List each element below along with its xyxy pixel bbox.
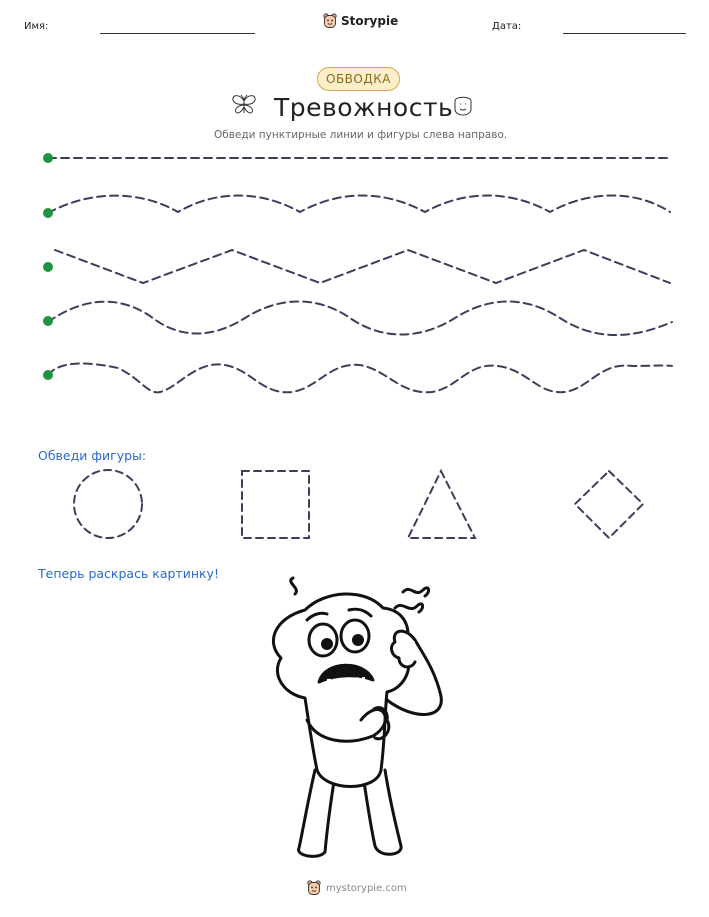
- start-dot-1: [43, 153, 53, 163]
- page-title: Тревожность: [274, 93, 454, 122]
- tracing-diamond: [575, 471, 643, 538]
- tracing-lines: [0, 0, 709, 420]
- tracing-line-wave-2: [48, 302, 672, 336]
- tracing-square: [242, 471, 309, 538]
- start-dot-4: [43, 316, 53, 326]
- start-dot-5: [43, 370, 53, 380]
- tracing-line-wave-1: [48, 196, 670, 214]
- bear-logo-icon: [307, 880, 321, 896]
- tracing-triangle: [408, 471, 475, 538]
- start-dot-3: [43, 262, 53, 272]
- footer: [307, 880, 407, 896]
- anxious-character-illustration: [255, 570, 455, 865]
- brand-name: Storypie: [341, 14, 399, 28]
- start-dot-2: [43, 208, 53, 218]
- tracing-circle: [74, 470, 142, 538]
- footer-link[interactable]: mystorypie.com: [326, 882, 407, 894]
- coloring-section-title: Теперь раскрась картинку!: [38, 566, 219, 581]
- instructions: Обведи пунктирные линии и фигуры слева направо.: [214, 129, 508, 141]
- name-label: Имя:: [24, 21, 49, 32]
- tracing-shapes: [0, 460, 709, 550]
- date-label: Дата:: [492, 21, 522, 32]
- tracing-line-wave-3: [48, 364, 672, 393]
- activity-badge: ОБВОДКА: [317, 67, 400, 91]
- tracing-line-zigzag: [55, 250, 670, 283]
- shapes-section-title: Обведи фигуры:: [38, 448, 147, 463]
